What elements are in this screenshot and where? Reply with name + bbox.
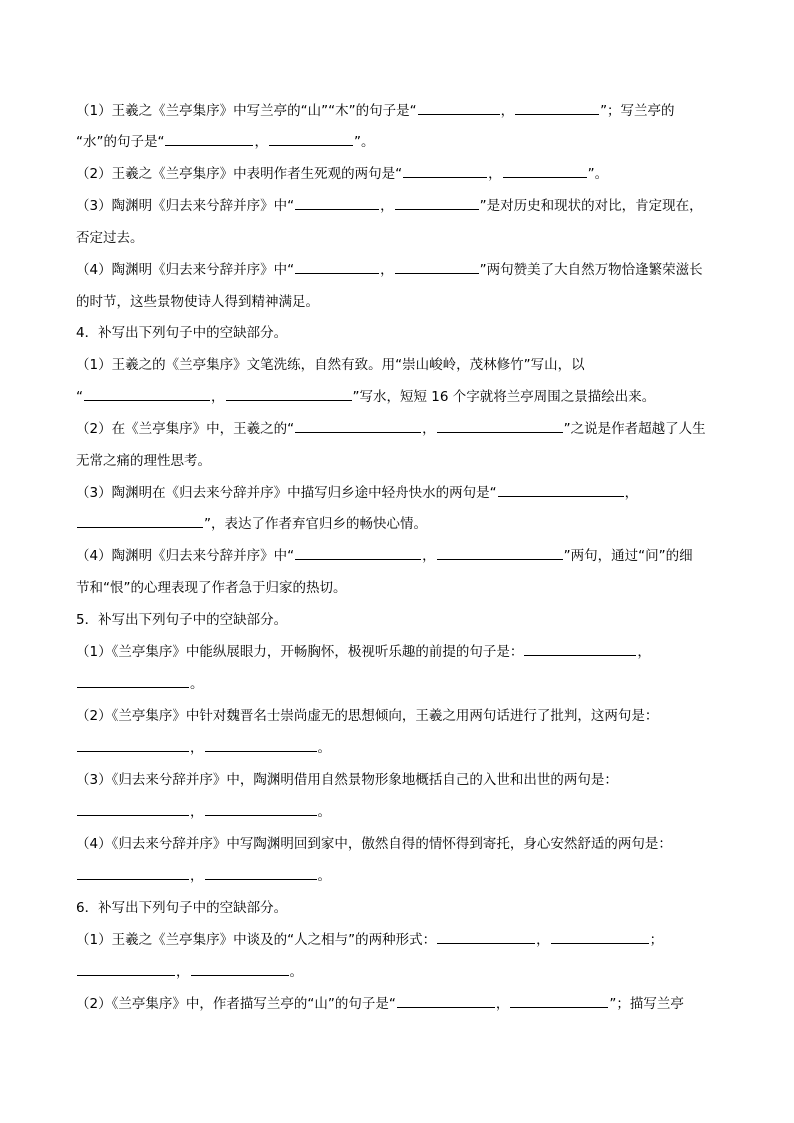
text-run: ， — [500, 103, 515, 119]
text-run: ， — [637, 644, 651, 660]
text-run: 。 — [317, 740, 331, 756]
fill-in-blank[interactable] — [397, 995, 495, 1008]
text-line — [76, 260, 703, 280]
text-run: ， — [488, 166, 502, 182]
text-run: “ — [76, 389, 83, 405]
text-run: ”之说是作者超越了人生 — [563, 421, 706, 437]
text-run: ， — [536, 932, 550, 948]
fill-in-blank[interactable] — [77, 867, 189, 880]
fill-in-blank[interactable] — [551, 931, 649, 944]
fill-in-blank[interactable] — [269, 133, 353, 146]
fill-in-blank[interactable] — [295, 197, 379, 210]
fill-in-blank[interactable] — [84, 388, 210, 401]
text-line — [76, 451, 211, 471]
fill-in-blank[interactable] — [395, 261, 479, 274]
text-run: ”；描写兰亭 — [609, 996, 684, 1012]
text-line — [76, 323, 287, 343]
text-run: ， — [190, 740, 204, 756]
text-run: ”。 — [587, 166, 609, 182]
text-run: （1）王羲之的《兰亭集序》文笔洗练，自然有致。用“崇山峻岭，茂林修竹”写山，以 — [76, 357, 585, 373]
fill-in-blank[interactable] — [77, 739, 189, 752]
text-run: ， — [624, 485, 639, 501]
text-run: （1）王羲之《兰亭集序》中写兰亭的“山”“木”的句子是“ — [76, 103, 417, 119]
text-line — [76, 101, 675, 121]
text-run: ， — [422, 421, 436, 437]
text-run: （2）在《兰亭集序》中，王羲之的“ — [76, 421, 295, 437]
fill-in-blank[interactable] — [191, 963, 289, 976]
text-run: （2）《兰亭集序》中针对魏晋名士崇尚虚无的思想倾向，王羲之用两句话进行了批判，这两句是： — [76, 708, 659, 724]
text-line — [76, 196, 703, 216]
fill-in-blank[interactable] — [295, 420, 421, 433]
text-line — [76, 514, 427, 534]
fill-in-blank[interactable] — [510, 995, 608, 1008]
text-run: ， — [380, 198, 394, 214]
text-line — [76, 802, 331, 822]
fill-in-blank[interactable] — [498, 484, 624, 497]
text-run: （1）《兰亭集序》中能纵展眼力，开畅胸怀，极视听乐趣的前提的句子是： — [76, 644, 524, 660]
fill-in-blank[interactable] — [165, 133, 253, 146]
text-run: （4）《归去来兮辞并序》中写陶渊明回到家中，傲然自得的情怀得到寄托，身心安然舒适的两句是： — [76, 836, 672, 852]
text-run: （2）《兰亭集序》中，作者描写兰亭的“山”的句子是“ — [76, 996, 396, 1012]
text-line — [76, 834, 672, 854]
fill-in-blank[interactable] — [226, 388, 352, 401]
text-run: （3）《归去来兮辞并序》中，陶渊明借用自然景物形象地概括自己的入世和出世的两句是： — [76, 772, 618, 788]
text-run: ， — [495, 996, 510, 1012]
text-line — [76, 419, 706, 439]
text-run: ”两句，通过“问”的细 — [563, 548, 693, 564]
text-line — [76, 898, 287, 918]
text-run: ； — [649, 932, 664, 948]
text-line — [76, 483, 638, 503]
text-run: 节和“恨”的心理表现了作者急于归家的热切。 — [76, 580, 347, 596]
text-run: （3）陶渊明《归去来兮辞并序》中“ — [76, 198, 295, 214]
text-run: 4．补写出下列句子中的空缺部分。 — [76, 325, 288, 341]
fill-in-blank[interactable] — [395, 197, 479, 210]
fill-in-blank[interactable] — [403, 165, 487, 178]
fill-in-blank[interactable] — [295, 261, 379, 274]
text-run: ”。 — [353, 134, 375, 150]
text-line — [76, 610, 287, 630]
text-line — [76, 642, 651, 662]
text-run: 5．补写出下列句子中的空缺部分。 — [76, 612, 288, 628]
fill-in-blank[interactable] — [418, 102, 500, 115]
text-run: ， — [254, 134, 268, 150]
fill-in-blank[interactable] — [205, 739, 317, 752]
text-line — [76, 355, 585, 375]
fill-in-blank[interactable] — [437, 420, 563, 433]
text-run: ， — [211, 389, 225, 405]
text-run: ”；写兰亭的 — [600, 103, 675, 119]
fill-in-blank[interactable] — [524, 643, 636, 656]
text-run: ”是对历史和现状的对比，肯定现在， — [479, 198, 703, 214]
fill-in-blank[interactable] — [205, 803, 317, 816]
text-run: 的时节，这些景物使诗人得到精神满足。 — [76, 294, 319, 310]
text-line — [76, 546, 693, 566]
text-line — [76, 132, 374, 152]
text-run: ”写水，短短 16 个字就将兰亭周围之景描绘出来。 — [352, 389, 656, 405]
text-line — [76, 930, 663, 950]
text-line — [76, 994, 684, 1014]
text-run: 无常之痛的理性思考。 — [76, 453, 211, 469]
fill-in-blank[interactable] — [77, 675, 189, 688]
fill-in-blank[interactable] — [503, 165, 587, 178]
text-line — [76, 674, 204, 694]
text-line — [76, 706, 658, 726]
text-run: ”两句赞美了大自然万物恰逢繁荣滋长 — [479, 262, 703, 278]
text-run: （4）陶渊明《归去来兮辞并序》中“ — [76, 262, 295, 278]
fill-in-blank[interactable] — [77, 515, 203, 528]
text-run: 。 — [317, 804, 331, 820]
text-run: ， — [190, 804, 204, 820]
text-line — [76, 387, 655, 407]
text-run: 。 — [317, 868, 331, 884]
text-line — [76, 228, 144, 248]
text-run: 否定过去。 — [76, 230, 144, 246]
text-run: （2）王羲之《兰亭集序》中表明作者生死观的两句是“ — [76, 166, 403, 182]
text-line — [76, 292, 319, 312]
text-line — [76, 578, 347, 598]
fill-in-blank[interactable] — [437, 931, 535, 944]
text-line — [76, 738, 331, 758]
fill-in-blank[interactable] — [515, 102, 599, 115]
fill-in-blank[interactable] — [205, 867, 317, 880]
text-run: （4）陶渊明《归去来兮辞并序》中“ — [76, 548, 295, 564]
text-line — [76, 962, 303, 982]
fill-in-blank[interactable] — [77, 803, 189, 816]
text-run: 。 — [190, 676, 204, 692]
text-line — [76, 866, 331, 886]
text-run: ， — [190, 868, 204, 884]
text-run: 。 — [289, 964, 303, 980]
text-run: ， — [422, 548, 436, 564]
text-run: 6．补写出下列句子中的空缺部分。 — [76, 900, 288, 916]
text-line — [76, 164, 608, 184]
text-run: （3）陶渊明在《归去来兮辞并序》中描写归乡途中轻舟快水的两句是“ — [76, 485, 497, 501]
text-run: “水”的句子是“ — [76, 134, 165, 150]
text-run: （1）王羲之《兰亭集序》中谈及的“人之相与”的两种形式： — [76, 932, 437, 948]
text-line — [76, 770, 618, 790]
text-run: ， — [176, 964, 190, 980]
fill-in-blank[interactable] — [77, 963, 175, 976]
fill-in-blank[interactable] — [295, 547, 421, 560]
fill-in-blank[interactable] — [437, 547, 563, 560]
text-run: ， — [380, 262, 394, 278]
text-run: ”，表达了作者弃官归乡的畅快心情。 — [204, 516, 427, 532]
